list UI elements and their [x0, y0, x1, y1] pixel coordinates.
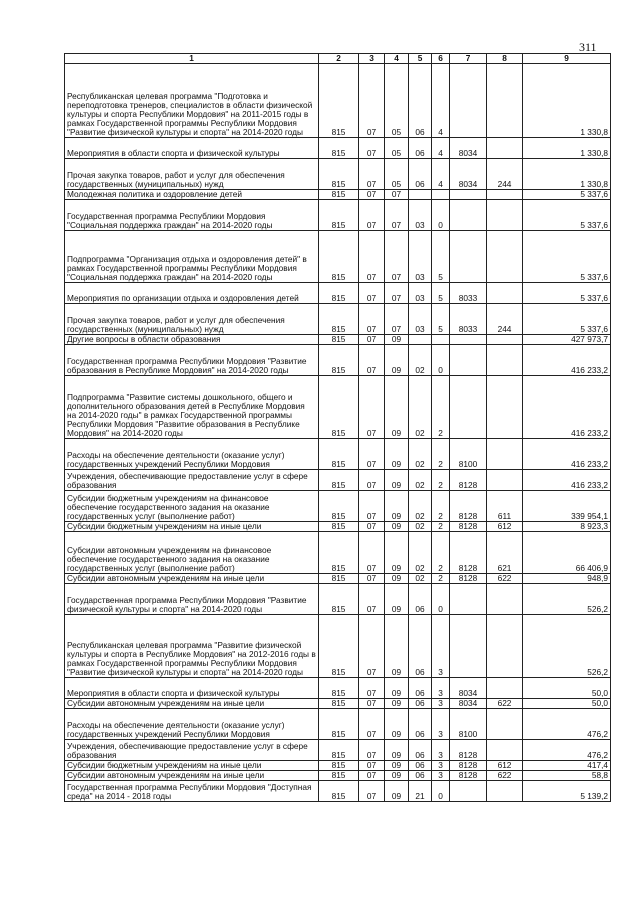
amount-cell: 5 337,6	[523, 304, 611, 335]
code-expense-type-cell	[487, 138, 523, 159]
amount-cell: 476,2	[523, 740, 611, 761]
code-subsection-cell: 05	[385, 64, 409, 138]
table-row	[65, 491, 611, 522]
code-subprogram-cell: 5	[432, 231, 450, 283]
code-subprogram-cell: 5	[432, 283, 450, 304]
amount-cell: 50,0	[523, 699, 611, 709]
code-program-cell	[409, 335, 432, 345]
code-program-cell: 03	[409, 200, 432, 231]
code-item-cell	[450, 615, 487, 678]
table-header-cell: 7	[450, 54, 487, 64]
table-row	[65, 522, 611, 532]
code-section-cell: 07	[359, 709, 385, 740]
code-item-cell: 8128	[450, 740, 487, 761]
table-row	[65, 699, 611, 709]
row-name-cell: Мероприятия по организации отдыха и оздоровления детей	[65, 283, 319, 304]
amount-cell: 5 139,2	[523, 781, 611, 802]
code-item-cell: 8034	[450, 678, 487, 699]
code-subsection-cell: 09	[385, 335, 409, 345]
code-item-cell	[450, 64, 487, 138]
code-admin-cell: 815	[319, 138, 359, 159]
code-subsection-cell: 09	[385, 709, 409, 740]
code-subsection-cell: 09	[385, 781, 409, 802]
code-program-cell: 03	[409, 283, 432, 304]
code-subprogram-cell: 0	[432, 345, 450, 376]
budget-table	[64, 53, 611, 802]
code-expense-type-cell	[487, 190, 523, 200]
table-header-cell: 1	[65, 54, 319, 64]
code-section-cell: 07	[359, 532, 385, 574]
code-admin-cell: 815	[319, 231, 359, 283]
code-subsection-cell: 05	[385, 138, 409, 159]
code-admin-cell: 815	[319, 335, 359, 345]
code-subsection-cell: 09	[385, 740, 409, 761]
table-row	[65, 574, 611, 584]
code-admin-cell: 815	[319, 470, 359, 491]
code-subprogram-cell	[432, 335, 450, 345]
code-program-cell: 03	[409, 231, 432, 283]
code-expense-type-cell	[487, 781, 523, 802]
code-program-cell	[409, 190, 432, 200]
code-subprogram-cell: 3	[432, 761, 450, 771]
code-item-cell: 8034	[450, 138, 487, 159]
code-admin-cell: 815	[319, 532, 359, 574]
code-section-cell: 07	[359, 522, 385, 532]
code-subprogram-cell: 2	[432, 470, 450, 491]
code-subsection-cell: 09	[385, 574, 409, 584]
code-program-cell: 06	[409, 584, 432, 615]
code-section-cell: 07	[359, 699, 385, 709]
row-name-cell: Расходы на обеспечение деятельности (оказание услуг) государственных учреждений Республики Мордовия	[65, 439, 319, 470]
code-admin-cell: 815	[319, 283, 359, 304]
table-row	[65, 709, 611, 740]
code-section-cell: 07	[359, 231, 385, 283]
code-section-cell: 07	[359, 64, 385, 138]
code-item-cell: 8128	[450, 491, 487, 522]
row-name-cell: Прочая закупка товаров, работ и услуг для обеспечения государственных (муниципальных) нужд	[65, 304, 319, 335]
code-subprogram-cell: 0	[432, 200, 450, 231]
code-subprogram-cell	[432, 190, 450, 200]
code-expense-type-cell: 621	[487, 532, 523, 574]
code-admin-cell: 815	[319, 615, 359, 678]
code-section-cell: 07	[359, 491, 385, 522]
code-item-cell: 8128	[450, 532, 487, 574]
row-name-cell: Учреждения, обеспечивающие предоставление услуг в сфере образования	[65, 470, 319, 491]
code-expense-type-cell: 622	[487, 574, 523, 584]
table-header-cell: 3	[359, 54, 385, 64]
code-admin-cell: 815	[319, 678, 359, 699]
amount-cell: 416 233,2	[523, 345, 611, 376]
code-expense-type-cell	[487, 709, 523, 740]
row-name-cell: Республиканская целевая программа "Подготовка и переподготовка тренеров, специалистов в области физической культуры и спорта Республики Мордовия" на 2011-2015 годы в рамках Государственной программы Республики Мордовия "Развитие физической культуры и спорта" на 2014-2020 годы	[65, 64, 319, 138]
code-subprogram-cell: 0	[432, 781, 450, 802]
code-section-cell: 07	[359, 376, 385, 439]
code-admin-cell: 815	[319, 522, 359, 532]
code-item-cell	[450, 584, 487, 615]
amount-cell: 476,2	[523, 709, 611, 740]
code-section-cell: 07	[359, 159, 385, 190]
code-subprogram-cell: 4	[432, 159, 450, 190]
table-row	[65, 159, 611, 190]
table-header-row	[65, 54, 611, 64]
code-subprogram-cell: 2	[432, 491, 450, 522]
amount-cell: 5 337,6	[523, 190, 611, 200]
code-admin-cell: 815	[319, 761, 359, 771]
code-section-cell: 07	[359, 190, 385, 200]
row-name-cell: Субсидии автономным учреждениям на иные цели	[65, 574, 319, 584]
code-subprogram-cell: 2	[432, 376, 450, 439]
code-expense-type-cell	[487, 283, 523, 304]
code-item-cell: 8034	[450, 699, 487, 709]
code-program-cell: 02	[409, 470, 432, 491]
code-expense-type-cell	[487, 678, 523, 699]
table-row	[65, 190, 611, 200]
code-expense-type-cell: 622	[487, 771, 523, 781]
code-expense-type-cell: 612	[487, 761, 523, 771]
code-program-cell: 21	[409, 781, 432, 802]
table-row	[65, 615, 611, 678]
amount-cell: 66 406,9	[523, 532, 611, 574]
code-program-cell: 06	[409, 771, 432, 781]
row-name-cell: Государственная программа Республики Мордовия "Доступная среда" на 2014 - 2018 годы	[65, 781, 319, 802]
row-name-cell: Государственная программа Республики Мордовия "Развитие физической культуры и спорта" на 2014-2020 годы	[65, 584, 319, 615]
table-row	[65, 138, 611, 159]
code-subsection-cell: 09	[385, 771, 409, 781]
code-expense-type-cell: 612	[487, 522, 523, 532]
code-program-cell: 06	[409, 138, 432, 159]
amount-cell: 416 233,2	[523, 376, 611, 439]
code-subsection-cell: 09	[385, 761, 409, 771]
code-admin-cell: 815	[319, 345, 359, 376]
code-program-cell: 02	[409, 376, 432, 439]
amount-cell: 5 337,6	[523, 283, 611, 304]
code-subprogram-cell: 2	[432, 522, 450, 532]
code-subprogram-cell: 0	[432, 584, 450, 615]
code-subsection-cell: 07	[385, 283, 409, 304]
row-name-cell: Субсидии автономным учреждениям на финансовое обеспечение государственного задания на оказание государственных услуг (выполнение работ)	[65, 532, 319, 574]
code-admin-cell: 815	[319, 64, 359, 138]
code-program-cell: 02	[409, 574, 432, 584]
code-item-cell: 8100	[450, 709, 487, 740]
code-item-cell: 8033	[450, 304, 487, 335]
code-section-cell: 07	[359, 439, 385, 470]
amount-cell: 5 337,6	[523, 200, 611, 231]
row-name-cell: Государственная программа Республики Мордовия "Социальная поддержка граждан" на 2014-2020 годы	[65, 200, 319, 231]
code-admin-cell: 815	[319, 584, 359, 615]
table-row	[65, 678, 611, 699]
code-subsection-cell: 09	[385, 439, 409, 470]
code-section-cell: 07	[359, 678, 385, 699]
code-section-cell: 07	[359, 574, 385, 584]
code-subsection-cell: 07	[385, 190, 409, 200]
code-subprogram-cell: 4	[432, 138, 450, 159]
row-name-cell: Мероприятия в области спорта и физической культуры	[65, 138, 319, 159]
code-subsection-cell: 09	[385, 470, 409, 491]
code-subsection-cell: 09	[385, 615, 409, 678]
code-program-cell: 06	[409, 159, 432, 190]
code-section-cell: 07	[359, 345, 385, 376]
code-item-cell	[450, 376, 487, 439]
code-subprogram-cell: 3	[432, 699, 450, 709]
table-row	[65, 761, 611, 771]
code-subsection-cell: 09	[385, 678, 409, 699]
table-row	[65, 231, 611, 283]
code-item-cell: 8128	[450, 574, 487, 584]
code-section-cell: 07	[359, 304, 385, 335]
code-subprogram-cell: 5	[432, 304, 450, 335]
code-program-cell: 06	[409, 740, 432, 761]
row-name-cell: Молодежная политика и оздоровление детей	[65, 190, 319, 200]
code-program-cell: 06	[409, 699, 432, 709]
code-program-cell: 06	[409, 678, 432, 699]
code-expense-type-cell	[487, 470, 523, 491]
code-item-cell: 8100	[450, 439, 487, 470]
table-row	[65, 335, 611, 345]
amount-cell: 417,4	[523, 761, 611, 771]
row-name-cell: Подпрограмма "Развитие системы дошкольного, общего и дополнительного образования детей в Республике Мордовия на 2014-2020 годы" в рамках Государственной программы Республики Мордовия "Развитие образования в Республике Мордовия" на 2014-2020 годы	[65, 376, 319, 439]
code-subsection-cell: 09	[385, 376, 409, 439]
code-subsection-cell: 09	[385, 522, 409, 532]
row-name-cell: Другие вопросы в области образования	[65, 335, 319, 345]
amount-cell: 427 973,7	[523, 335, 611, 345]
code-subsection-cell: 09	[385, 491, 409, 522]
code-expense-type-cell: 244	[487, 304, 523, 335]
amount-cell: 339 954,1	[523, 491, 611, 522]
code-admin-cell: 815	[319, 740, 359, 761]
code-expense-type-cell	[487, 584, 523, 615]
code-section-cell: 07	[359, 283, 385, 304]
code-program-cell: 03	[409, 304, 432, 335]
code-subsection-cell: 05	[385, 159, 409, 190]
code-item-cell	[450, 781, 487, 802]
code-program-cell: 02	[409, 491, 432, 522]
code-program-cell: 06	[409, 64, 432, 138]
table-row	[65, 345, 611, 376]
row-name-cell: Субсидии бюджетным учреждениям на финансовое обеспечение государственного задания на оказание государственных услуг (выполнение работ)	[65, 491, 319, 522]
code-subprogram-cell: 3	[432, 678, 450, 699]
code-expense-type-cell	[487, 200, 523, 231]
code-subprogram-cell: 3	[432, 615, 450, 678]
code-item-cell: 8128	[450, 771, 487, 781]
amount-cell: 1 330,8	[523, 159, 611, 190]
code-expense-type-cell	[487, 64, 523, 138]
code-section-cell: 07	[359, 335, 385, 345]
code-program-cell: 06	[409, 709, 432, 740]
code-expense-type-cell	[487, 615, 523, 678]
code-expense-type-cell	[487, 345, 523, 376]
table-row	[65, 470, 611, 491]
code-admin-cell: 815	[319, 699, 359, 709]
code-program-cell: 02	[409, 345, 432, 376]
amount-cell: 1 330,8	[523, 64, 611, 138]
row-name-cell: Государственная программа Республики Мордовия "Развитие образования в Республике Мордовия" на 2014-2020 годы	[65, 345, 319, 376]
table-row	[65, 64, 611, 138]
amount-cell: 416 233,2	[523, 439, 611, 470]
row-name-cell: Субсидии автономным учреждениям на иные цели	[65, 699, 319, 709]
table-row	[65, 740, 611, 761]
page-number: 311	[579, 40, 597, 54]
code-subprogram-cell: 3	[432, 740, 450, 761]
amount-cell: 8 923,3	[523, 522, 611, 532]
code-program-cell: 02	[409, 522, 432, 532]
code-expense-type-cell	[487, 740, 523, 761]
row-name-cell: Учреждения, обеспечивающие предоставление услуг в сфере образования	[65, 740, 319, 761]
amount-cell: 50,0	[523, 678, 611, 699]
code-admin-cell: 815	[319, 439, 359, 470]
code-subprogram-cell: 3	[432, 709, 450, 740]
code-program-cell: 02	[409, 532, 432, 574]
code-section-cell: 07	[359, 771, 385, 781]
code-subprogram-cell: 2	[432, 574, 450, 584]
table-header-cell: 6	[432, 54, 450, 64]
code-section-cell: 07	[359, 584, 385, 615]
code-program-cell: 02	[409, 439, 432, 470]
code-section-cell: 07	[359, 615, 385, 678]
code-item-cell	[450, 200, 487, 231]
row-name-cell: Субсидии бюджетным учреждениям на иные цели	[65, 761, 319, 771]
code-item-cell: 8128	[450, 522, 487, 532]
table-row	[65, 584, 611, 615]
code-section-cell: 07	[359, 740, 385, 761]
table-row	[65, 771, 611, 781]
code-section-cell: 07	[359, 200, 385, 231]
row-name-cell: Субсидии бюджетным учреждениям на иные цели	[65, 522, 319, 532]
code-expense-type-cell	[487, 231, 523, 283]
amount-cell: 526,2	[523, 584, 611, 615]
code-admin-cell: 815	[319, 574, 359, 584]
amount-cell: 526,2	[523, 615, 611, 678]
code-subprogram-cell: 3	[432, 771, 450, 781]
code-admin-cell: 815	[319, 376, 359, 439]
code-subprogram-cell: 4	[432, 64, 450, 138]
code-expense-type-cell: 244	[487, 159, 523, 190]
code-program-cell: 06	[409, 615, 432, 678]
code-admin-cell: 815	[319, 200, 359, 231]
row-name-cell: Расходы на обеспечение деятельности (оказание услуг) государственных учреждений Республики Мордовия	[65, 709, 319, 740]
code-item-cell	[450, 345, 487, 376]
table-row	[65, 304, 611, 335]
code-expense-type-cell: 622	[487, 699, 523, 709]
code-expense-type-cell	[487, 439, 523, 470]
code-subsection-cell: 07	[385, 304, 409, 335]
table-row	[65, 200, 611, 231]
code-section-cell: 07	[359, 470, 385, 491]
table-header-cell: 5	[409, 54, 432, 64]
amount-cell: 416 233,2	[523, 470, 611, 491]
code-admin-cell: 815	[319, 491, 359, 522]
code-program-cell: 06	[409, 761, 432, 771]
table-header-cell: 9	[523, 54, 611, 64]
code-admin-cell: 815	[319, 304, 359, 335]
code-subsection-cell: 09	[385, 532, 409, 574]
row-name-cell: Мероприятия в области спорта и физической культуры	[65, 678, 319, 699]
table-row	[65, 532, 611, 574]
code-admin-cell: 815	[319, 781, 359, 802]
table-row	[65, 376, 611, 439]
code-section-cell: 07	[359, 138, 385, 159]
amount-cell: 5 337,6	[523, 231, 611, 283]
table-row	[65, 283, 611, 304]
code-item-cell	[450, 231, 487, 283]
code-item-cell	[450, 190, 487, 200]
code-subsection-cell: 09	[385, 699, 409, 709]
code-subprogram-cell: 2	[432, 532, 450, 574]
code-admin-cell: 815	[319, 190, 359, 200]
code-admin-cell: 815	[319, 159, 359, 190]
row-name-cell: Подпрограмма "Организация отдыха и оздоровления детей" в рамках Государственной программы Республики Мордовия "Социальная поддержка граждан" на 2014-2020 годы	[65, 231, 319, 283]
code-item-cell: 8033	[450, 283, 487, 304]
code-item-cell: 8128	[450, 470, 487, 491]
amount-cell: 58,8	[523, 771, 611, 781]
code-expense-type-cell: 611	[487, 491, 523, 522]
code-expense-type-cell	[487, 376, 523, 439]
code-subsection-cell: 09	[385, 345, 409, 376]
code-subsection-cell: 09	[385, 584, 409, 615]
code-item-cell: 8034	[450, 159, 487, 190]
amount-cell: 948,9	[523, 574, 611, 584]
code-subsection-cell: 07	[385, 200, 409, 231]
code-admin-cell: 815	[319, 771, 359, 781]
code-admin-cell: 815	[319, 709, 359, 740]
code-section-cell: 07	[359, 781, 385, 802]
table-header-cell: 8	[487, 54, 523, 64]
code-item-cell: 8128	[450, 761, 487, 771]
table-header-cell: 4	[385, 54, 409, 64]
code-section-cell: 07	[359, 761, 385, 771]
table-row	[65, 781, 611, 802]
table-row	[65, 439, 611, 470]
row-name-cell: Республиканская целевая программа "Развитие физической культуры и спорта в Республике Мордовия" на 2012-2016 годы в рамках Государственной программы Республики Мордовия "Развитие физической культуры и спорта" на 2014-2020 годы	[65, 615, 319, 678]
code-expense-type-cell	[487, 335, 523, 345]
code-subprogram-cell: 2	[432, 439, 450, 470]
table-header-cell: 2	[319, 54, 359, 64]
code-subsection-cell: 07	[385, 231, 409, 283]
amount-cell: 1 330,8	[523, 138, 611, 159]
row-name-cell: Субсидии автономным учреждениям на иные цели	[65, 771, 319, 781]
row-name-cell: Прочая закупка товаров, работ и услуг для обеспечения государственных (муниципальных) нужд	[65, 159, 319, 190]
code-item-cell	[450, 335, 487, 345]
